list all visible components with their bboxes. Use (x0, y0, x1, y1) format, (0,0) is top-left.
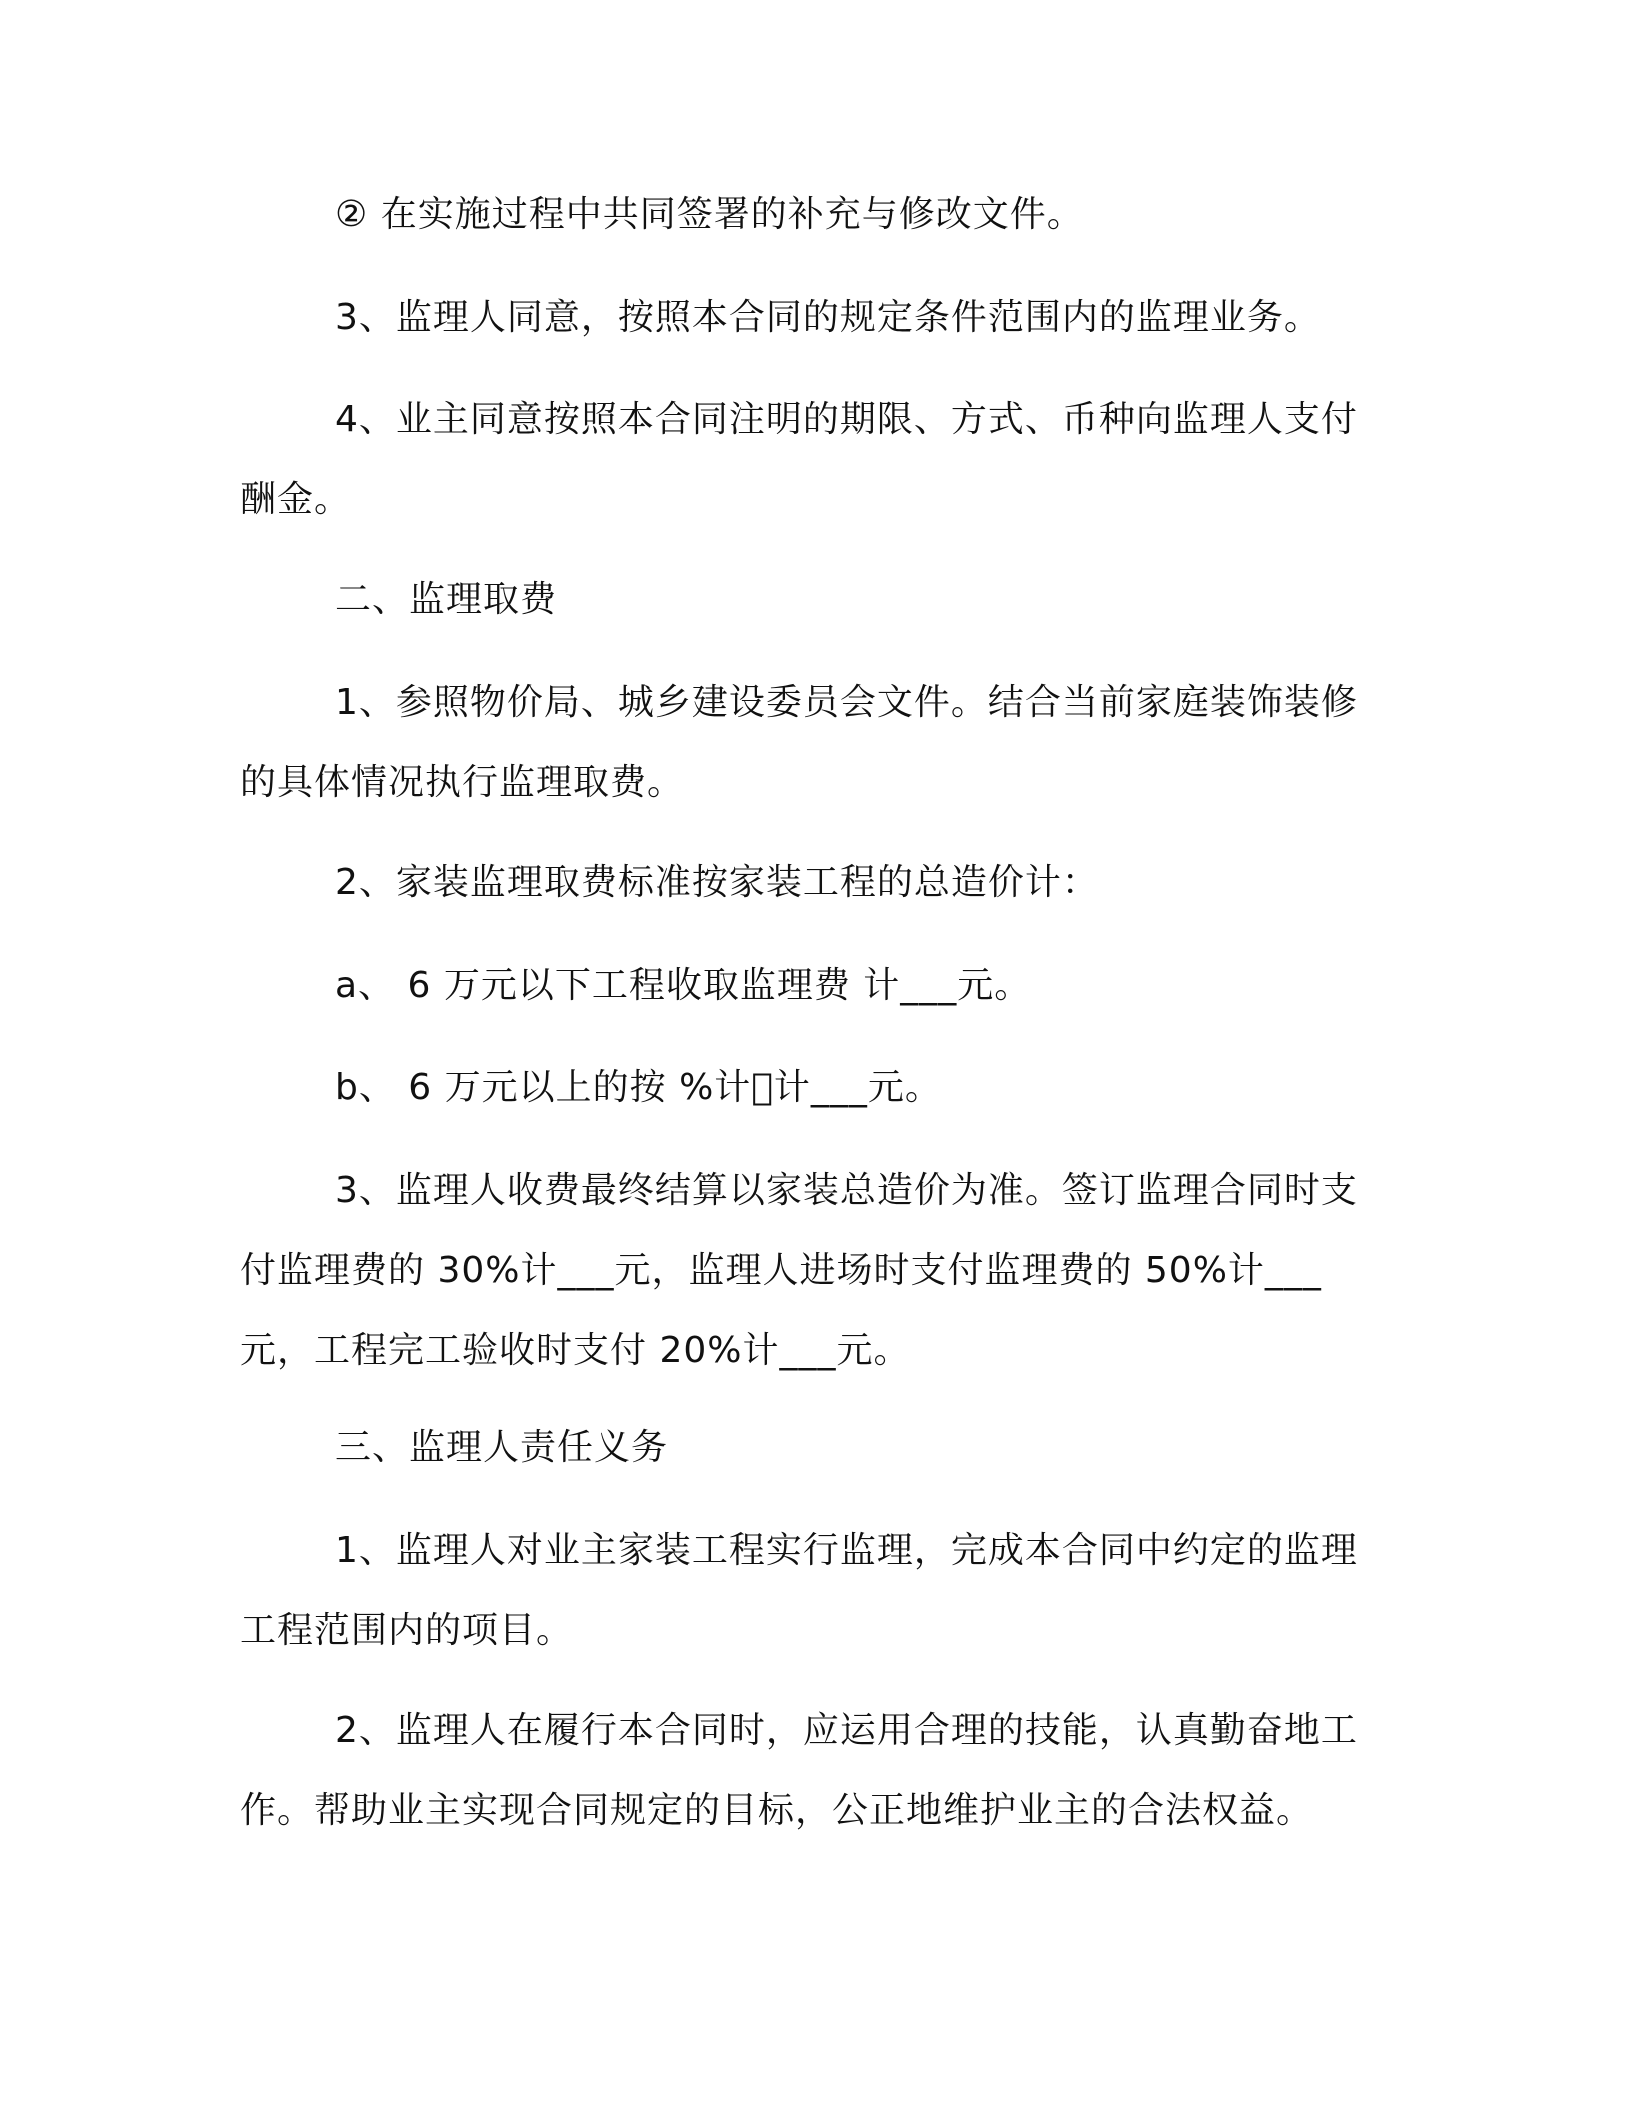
paragraph-fee-standard: 2、家装监理取费标准按家装工程的总造价计： (335, 862, 1099, 903)
paragraph-responsibility-2: 2、监理人在履行本合同时，应运用合理的技能，认真勤奋地工作。帮助业主实现合同规定的目标，公正地维护业主的合法权益。 (240, 1710, 1358, 1831)
paragraph-supervisor-agrees: 3、监理人同意，按照本合同的规定条件范围内的监理业务。 (335, 297, 1321, 338)
paragraph-fee-over-6w: b、 6 万元以上的按 %计 计___元。 (335, 1067, 942, 1108)
paragraph-fee-reference: 1、参照物价局、城乡建设委员会文件。结合当前家庭装饰装修的具体情况执行监理取费。 (240, 682, 1358, 803)
section-heading-fees: 二、监理取费 (335, 579, 558, 620)
paragraph-responsibility-1: 1、监理人对业主家装工程实行监理，完成本合同中约定的监理工程范围内的项目。 (240, 1530, 1358, 1651)
paragraph-owner-agrees: 4、业主同意按照本合同注明的期限、方式、币种向监理人支付酬金。 (240, 399, 1358, 520)
section-heading-responsibilities: 三、监理人责任义务 (335, 1427, 669, 1468)
paragraph-supplementary-documents: ② 在实施过程中共同签署的补充与修改文件。 (335, 194, 1084, 235)
paragraph-fee-settlement: 3、监理人收费最终结算以家装总造价为准。签订监理合同时支付监理费的 30%计___元，监理人进场时支付监理费的 50%计___元，工程完工验收时支付 20%计___元。 (240, 1170, 1358, 1371)
paragraph-fee-under-6w: a、 6 万元以下工程收取监理费 计___元。 (335, 965, 1032, 1006)
